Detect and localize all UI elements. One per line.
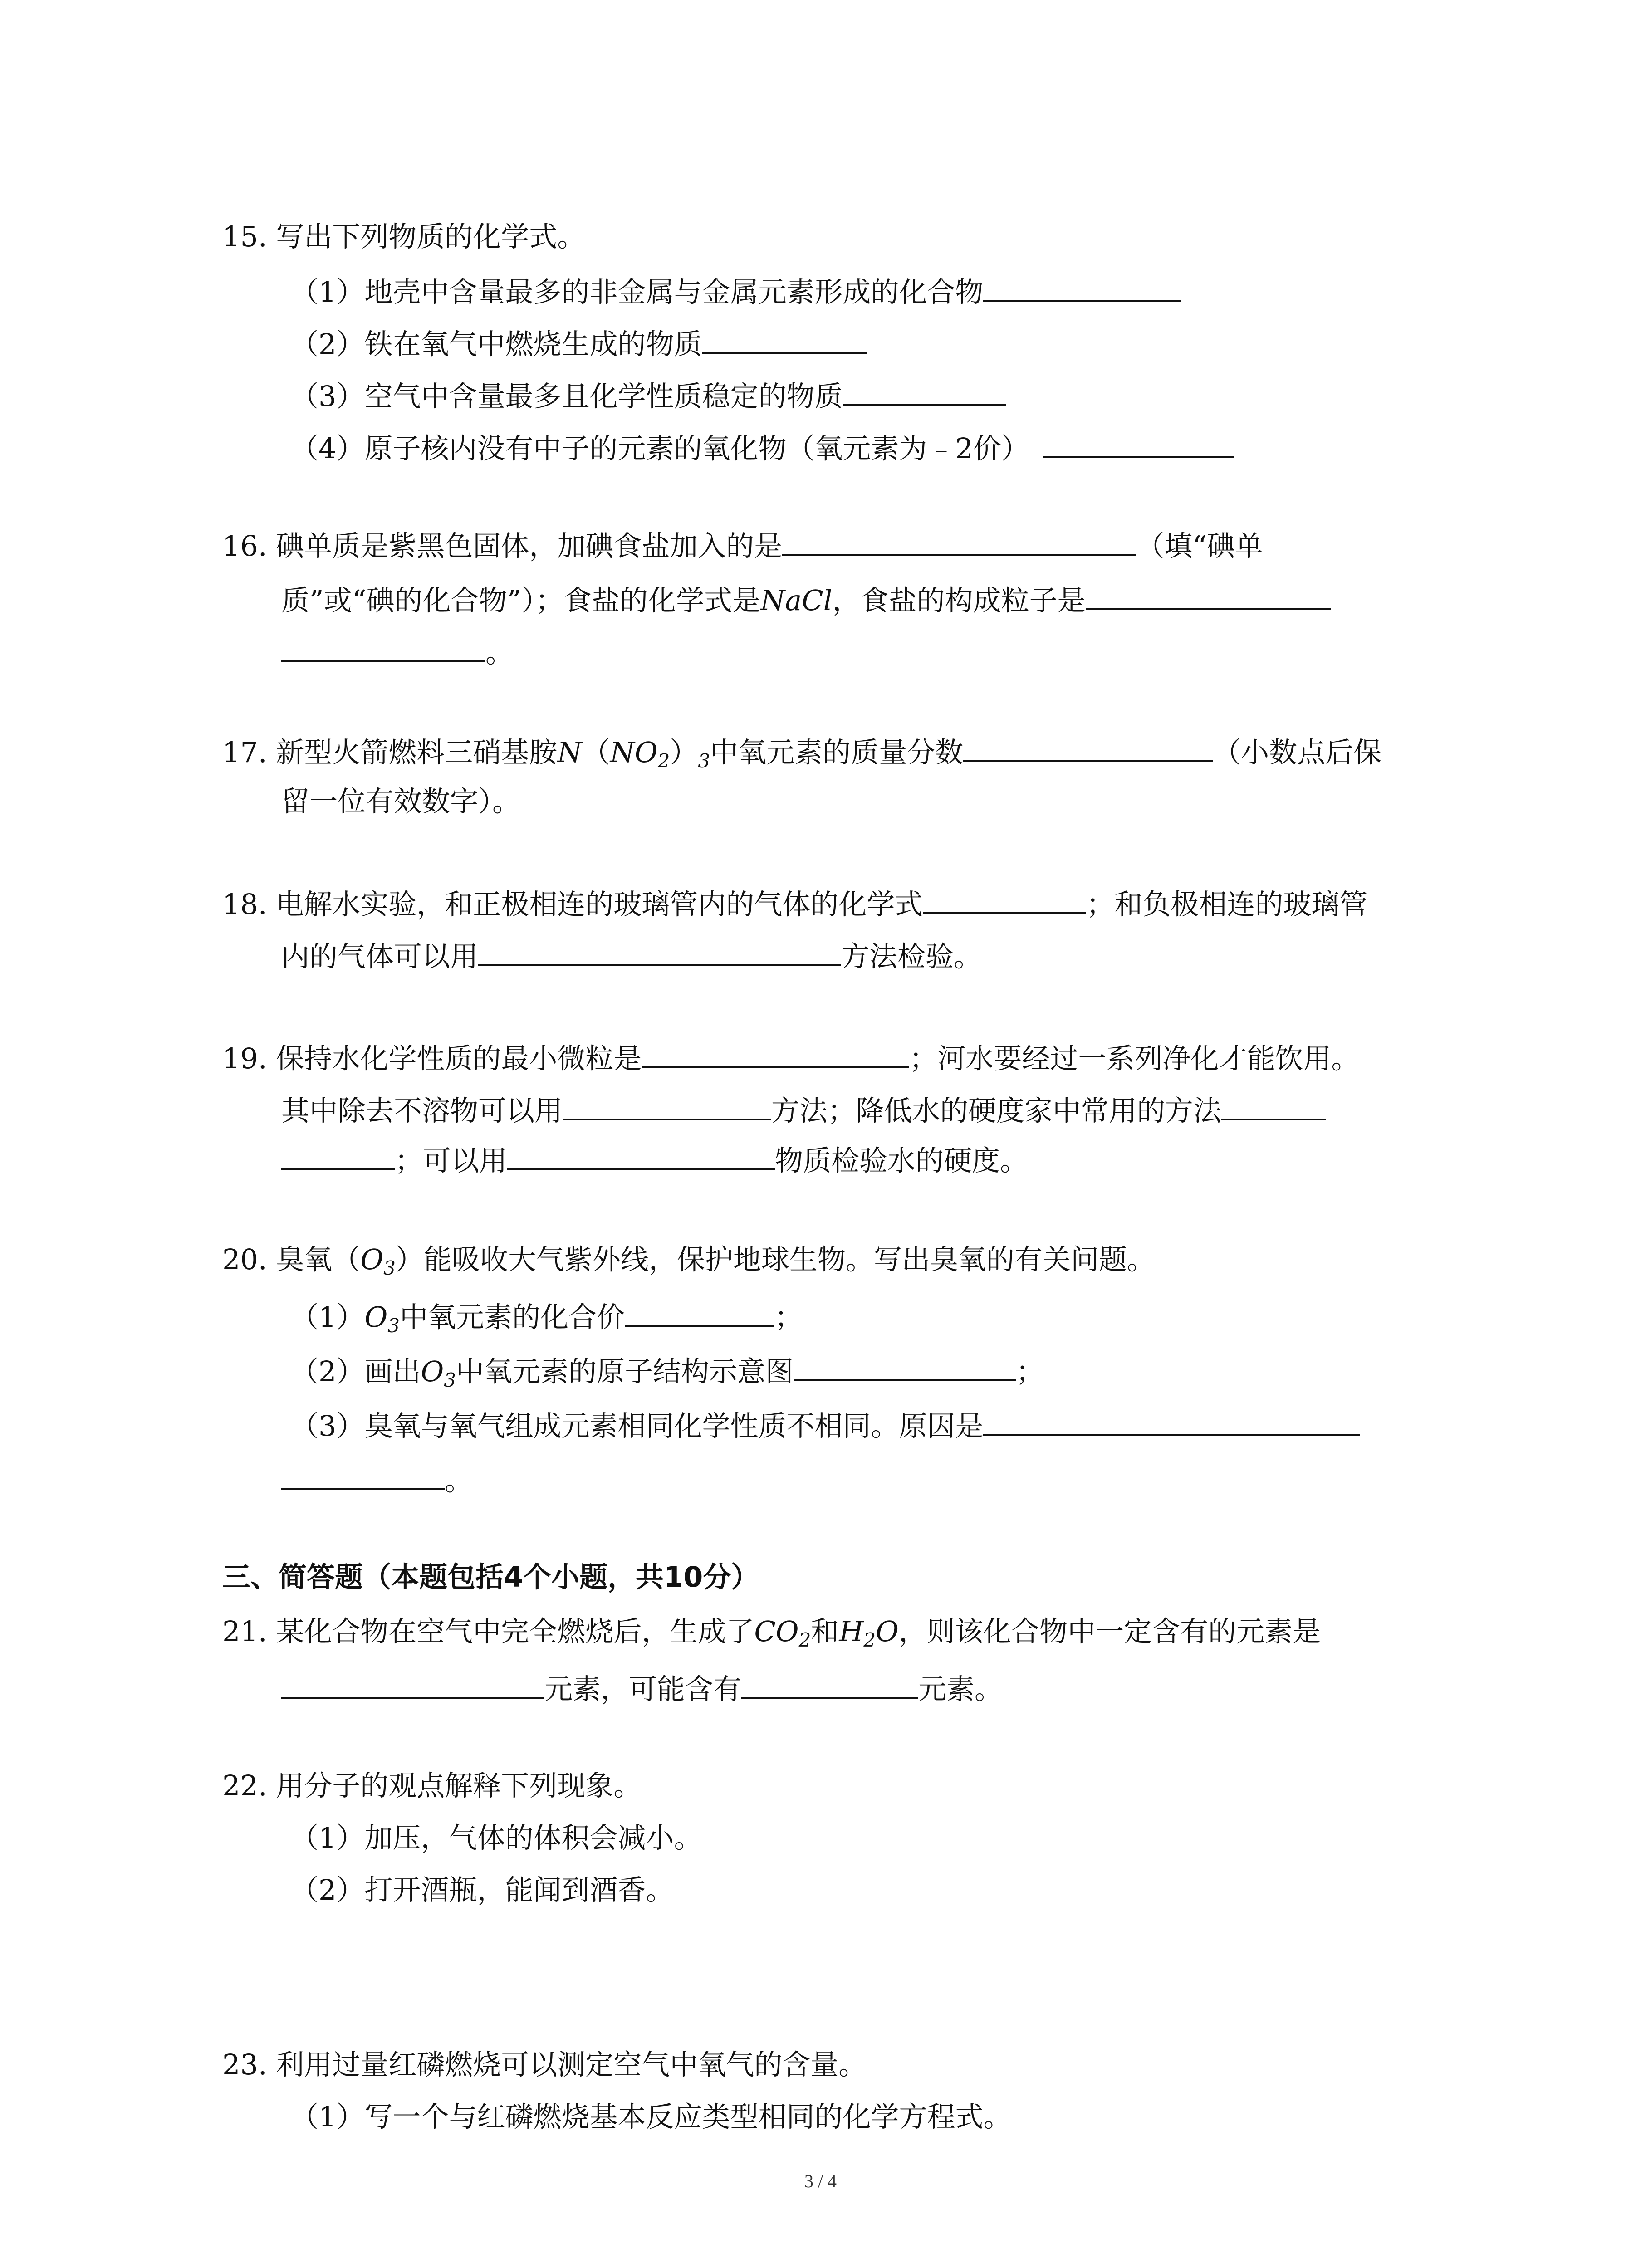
q15-blank3[interactable] — [843, 374, 1006, 406]
q20-p1-formula-o: O — [364, 1300, 388, 1334]
q18-text-c: 内的气体可以用 — [281, 940, 479, 973]
q21-line1 — [222, 1613, 1321, 1659]
q21-line2 — [281, 1667, 1003, 1708]
q20-p2-prefix: （2）画出 — [290, 1355, 421, 1388]
q16-text-b: （填“碘单 — [1136, 529, 1264, 562]
q17-formula-no: NO — [610, 736, 658, 769]
q20-p1-text: 中氧元素的化合价 — [400, 1300, 625, 1334]
q19-blank1[interactable] — [642, 1036, 909, 1068]
q21-text-b: ，则该化合物中一定含有的元素是 — [899, 1615, 1321, 1648]
q19-line3 — [281, 1139, 1028, 1180]
q22-part1: （1）加压，气体的体积会减小。 — [290, 1821, 702, 1854]
q20-p1-sub: 3 — [387, 1315, 400, 1337]
q17-line2: 留一位有效数字）。 — [281, 785, 521, 818]
q15-blank4[interactable] — [1043, 426, 1234, 458]
q20-p1-prefix: （1） — [290, 1300, 365, 1334]
q17-text-c: （小数点后保 — [1213, 736, 1382, 769]
q21-and: 和 — [811, 1615, 839, 1648]
q22-stem: 22. 用分子的观点解释下列现象。 — [222, 1769, 642, 1802]
q21-formula-co: CO — [754, 1615, 799, 1648]
q20-formula-o: O — [360, 1243, 384, 1276]
q20-blank2[interactable] — [794, 1349, 1016, 1381]
q20-blank3a[interactable] — [983, 1404, 1360, 1436]
q16-line3 — [281, 631, 514, 672]
q16-text-c: 质”或“碘的化合物”）；食盐的化学式是 — [281, 584, 761, 617]
q15-part3-text: （3）空气中含量最多且化学性质稳定的物质 — [290, 380, 843, 413]
q19-text-f: 物质检验水的硬度。 — [775, 1144, 1029, 1177]
q18-line1 — [222, 882, 1367, 924]
q15-part2-text: （2）铁在氧气中燃烧生成的物质 — [290, 327, 702, 361]
q17-sub3: 3 — [698, 750, 710, 772]
q17-paren-open: （ — [582, 736, 610, 769]
q17-sub2: 2 — [657, 750, 670, 772]
q21-blank1[interactable] — [281, 1667, 544, 1699]
q16-text-a: 16. 碘单质是紫黑色固体，加碘食盐加入的是 — [222, 529, 783, 562]
q19-text-c: 其中除去不溶物可以用 — [281, 1094, 563, 1127]
q19-blank4[interactable] — [507, 1139, 775, 1170]
q16-blank2[interactable] — [1086, 578, 1331, 610]
q16-line2 — [281, 578, 1331, 620]
q15-part1 — [290, 270, 1181, 311]
q20-part3 — [290, 1404, 1360, 1445]
q16-blank1[interactable] — [782, 524, 1136, 556]
q15-stem: 15. 写出下列物质的化学式。 — [222, 220, 586, 253]
q20-text-b: ）能吸收大气紫外线，保护地球生物。写出臭氧的有关问题。 — [395, 1243, 1155, 1276]
q20-p3-text: （3）臭氧与氧气组成元素相同化学性质不相同。原因是 — [290, 1409, 984, 1442]
q20-stem — [222, 1241, 1155, 1287]
q15-part4-text: （4）原子核内没有中子的元素的氧化物（氧元素为﹣2价） — [290, 432, 1029, 465]
q20-p2-formula-o: O — [421, 1355, 444, 1388]
q20-p2-text: 中氧元素的原子结构示意图 — [456, 1355, 794, 1388]
q21-text-d: 元素。 — [918, 1672, 1003, 1706]
q15-part4 — [290, 426, 1234, 468]
q19-blank3a[interactable] — [1221, 1089, 1326, 1120]
q16-blank3[interactable] — [281, 631, 485, 662]
q15-part2 — [290, 322, 867, 363]
q18-text-b: ；和负极相连的玻璃管 — [1086, 888, 1368, 921]
q20-part1 — [290, 1295, 803, 1345]
section3-heading: 三、简答题（本题包括4个小题，共10分） — [222, 1560, 759, 1593]
q21-text-a: 21. 某化合物在空气中完全燃烧后，生成了 — [222, 1615, 754, 1648]
q20-p2-semi: ； — [1016, 1355, 1044, 1388]
q21-formula-o: O — [876, 1615, 899, 1648]
q19-blank2[interactable] — [563, 1089, 771, 1120]
q19-text-d: 方法；降低水的硬度家中常用的方法 — [771, 1094, 1222, 1127]
q20-part2 — [290, 1349, 1044, 1399]
q17-blank[interactable] — [963, 730, 1213, 762]
q18-blank1[interactable] — [923, 882, 1086, 914]
q19-text-e: ；可以用 — [395, 1144, 508, 1177]
q19-blank3b[interactable] — [281, 1139, 395, 1170]
q21-formula-h: H — [839, 1615, 864, 1648]
q21-text-c: 元素，可能含有 — [544, 1672, 742, 1706]
q17-text-a: 17. 新型火箭燃料三硝基胺 — [222, 736, 558, 769]
q20-blank1[interactable] — [625, 1295, 774, 1327]
q23-stem: 23. 利用过量红磷燃烧可以测定空气中氧气的含量。 — [222, 2048, 867, 2081]
q15-part3 — [290, 374, 1006, 415]
q16-formula: NaCl — [760, 584, 833, 617]
q20-end: 。 — [445, 1464, 473, 1497]
q19-line1 — [222, 1036, 1359, 1078]
q21-blank2[interactable] — [741, 1667, 918, 1699]
page-number: 3 / 4 — [804, 2171, 837, 2191]
q17-text-b: 中氧元素的质量分数 — [710, 736, 964, 769]
q20-p1-semi: ； — [774, 1300, 803, 1334]
q15-part1-text: （1）地壳中含量最多的非金属与金属元素形成的化合物 — [290, 275, 984, 308]
q20-p2-sub: 3 — [444, 1369, 456, 1391]
q21-sub-co: 2 — [798, 1629, 811, 1651]
q20-sub: 3 — [383, 1257, 396, 1279]
q20-blank3b[interactable] — [281, 1458, 445, 1490]
q17-paren-close: ） — [670, 736, 698, 769]
q20-text-a: 20. 臭氧（ — [222, 1243, 361, 1276]
q16-line1 — [222, 524, 1263, 565]
q21-sub-h: 2 — [863, 1629, 876, 1651]
q17-line1 — [222, 730, 1381, 780]
q16-text-d: ，食盐的构成粒子是 — [832, 584, 1086, 617]
q19-line2 — [281, 1089, 1326, 1130]
q18-text-d: 方法检验。 — [841, 940, 982, 973]
q18-blank2[interactable] — [478, 934, 841, 966]
q17-formula-n: N — [557, 736, 582, 769]
q19-text-a: 19. 保持水化学性质的最小微粒是 — [222, 1042, 642, 1075]
q20-line-end — [281, 1458, 473, 1500]
q15-blank2[interactable] — [702, 322, 867, 354]
q22-part2: （2）打开酒瓶，能闻到酒香。 — [290, 1873, 674, 1906]
q15-blank1[interactable] — [983, 270, 1181, 302]
q19-text-b: ；河水要经过一系列净化才能饮用。 — [909, 1042, 1360, 1075]
q18-line2 — [281, 934, 982, 976]
q18-text-a: 18. 电解水实验，和正极相连的玻璃管内的气体的化学式 — [222, 888, 923, 921]
q23-part1: （1）写一个与红磷燃烧基本反应类型相同的化学方程式。 — [290, 2100, 1012, 2133]
q16-text-e: 。 — [485, 636, 514, 669]
